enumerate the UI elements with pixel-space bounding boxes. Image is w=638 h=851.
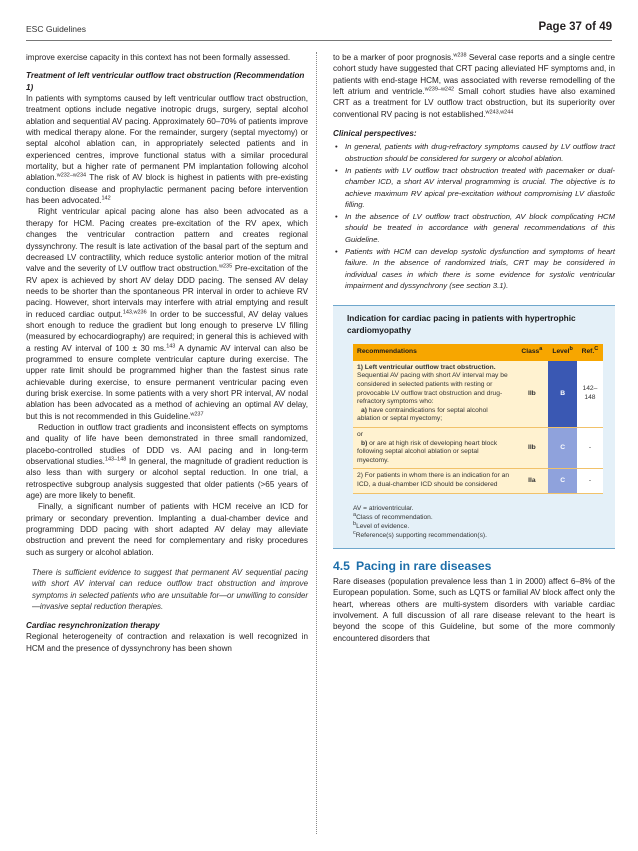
recommendation-box-title: Indication for cardiac pacing in patients with hypertrophic cardiomyopathy (347, 313, 576, 335)
citation: w239–w242 (424, 86, 455, 93)
citation: w243,w244 (485, 109, 514, 115)
paragraph: Rare diseases (population prevalence less than 1 in 2000) affect 6–8% of the European population. Some, such as LQTS or familial AV block affect only the heart, whereas others are multi-system disorders with variable cardiac involvement. A full discussion of all rare disease relevant to the heart is beyond the scope of this Guideline, but some of the more commonly encountered disorders that (333, 576, 615, 643)
citation: w232–w234 (56, 172, 87, 179)
text: The risk of AV block is highest in patients with pre-existing conduction disease and prophylactic permanent pacing before intervention has been advocated. (26, 173, 308, 206)
paragraph: Regional heterogeneity of contraction and relaxation is well recognized in HCM and the presence of dyssynchrony has been shown (26, 632, 308, 653)
list-item: • In general, patients with drug-refractory symptoms caused by LV outflow tract obstruction should be considered for surgery or alcohol ablation. (333, 141, 615, 164)
level-value: C (548, 469, 576, 493)
text: to be a marker of poor prognosis. (333, 53, 454, 62)
col-ref: Ref.$^C$ (577, 344, 603, 361)
text: Several case reports and a single centre cohort study have suggested that CRT pacing alleviated HF symptoms and, in patients with end-stage HCM, was associated with reverse remodelling of the left atrium and ventricle. (333, 53, 615, 97)
paragraph (333, 52, 615, 120)
class-value: IIb (515, 361, 548, 428)
class-value: IIb (515, 428, 548, 469)
ref-value: - (577, 469, 603, 493)
level-value: B (548, 361, 576, 428)
clinical-perspectives-list (333, 141, 615, 291)
journal-label: ESC Guidelines (26, 24, 87, 34)
rec-text: 1) Left ventricular outflow tract obstruction. Sequential AV pacing with short AV interval may be considered in selected patients with resting or provocable LV outflow tract obstruction and drug-refractory symptoms who: a) have contraindications for septal alcohol ablation or septal myectomy; (353, 361, 515, 428)
footnote: $^b$Level of evidence. (353, 520, 410, 530)
section-heading: 4.5 Pacing in rare diseases (333, 558, 492, 573)
text: Reduction in outflow tract gradients and inconsistent effects on symptoms and quality of life have been demonstrated in three small randomized, placebo-controlled studies of DDD vs. AAI pacing and in long-term observational studies. (26, 423, 308, 467)
ref-value: 142–148 (577, 361, 603, 428)
text: Right ventricular apical pacing alone has also been advocated as a therapy for HCM. Pacing creates pre-excitation of the RV apex, which changes the ventricular contraction pattern and creates regional dyssynchrony. The result is late activation of the basal part of the septum and decreased LV contractility, which reduce systolic anterior motion of the mitral valve and the severity of LV outflow tract obstruction. (26, 207, 308, 274)
subheading-lvot: Treatment of left ventricular outflow tract obstruction (Recommendation 1) (26, 71, 305, 92)
citation: w237 (190, 410, 204, 417)
rec-text: 2) For patients in whom there is an indication for an ICD, a dual-chamber ICD should be considered (353, 469, 515, 493)
ref-value: - (577, 428, 603, 469)
recommendation-table (353, 344, 603, 494)
table-row (353, 428, 603, 469)
citation: w235 (219, 263, 233, 270)
table-header-row (353, 344, 603, 361)
col-level: Level$^b$ (548, 344, 576, 361)
citation: 142 (101, 195, 111, 202)
citation: w238 (453, 52, 467, 59)
text: Pre-excitation of the RV apex is achieved by short AV delay DDD pacing. The sensed AV delay needs to be shorter than the spontaneous PR interval in order to achieve RV pacing. However, short intervals may interfere with atrial emptying and result in reduced cardiac output. (26, 264, 308, 319)
footnote: AV = atrioventricular. (353, 504, 414, 512)
page-header (26, 20, 612, 40)
rec-text: or b) or are at high risk of developing heart block following septal alcohol ablation or septal myectomy. (353, 428, 515, 469)
col-recommendations: Recommendations (353, 344, 515, 361)
list-item: • In patients with LV outflow tract obstruction treated with pacemaker or dual-chamber ICD, a short AV interval programming is crucial. The objective is to achieve maximum RV apical pre-excitation without compromising LV diastolic filling. (333, 165, 615, 210)
recommendation-box (333, 305, 615, 548)
text: improve exercise capacity in this context has not been formally assessed. (26, 53, 291, 62)
citation: 143–148 (104, 456, 127, 463)
footnote: $^c$Reference(s) supporting recommendation(s). (353, 529, 487, 539)
subheading-crt: Cardiac resynchronization therapy (26, 620, 160, 630)
right-column (333, 52, 615, 644)
footnote: $^a$Class of recommendation. (353, 511, 433, 521)
table-row (353, 469, 603, 493)
table-row (353, 361, 603, 428)
header-rule (26, 40, 612, 41)
class-value: IIa (515, 469, 548, 493)
paragraph (26, 422, 308, 501)
evidence-summary: There is sufficient evidence to suggest that permanent AV sequential pacing with short AV interval can reduce outflow tract obstruction and improve symptoms in selected patients who are unsuitable for—or unwilling to consider—invasive septal reduction therapies. (32, 568, 308, 611)
text: Small cohort studies have also examined CRT as a treatment for LV outflow tract obstruction, but its superiority over conventional RV pacing is not established. (333, 87, 615, 119)
paragraph (26, 93, 308, 206)
citation: 143 (166, 342, 176, 349)
text: In general, the magnitude of gradient reduction is also less than with surgery or alcohol septal reduction. In one trial, a retrospective subgroup analysis suggested that older patients (>65 years of age) are more likely to benefit. (26, 457, 308, 501)
text: In patients with symptoms caused by left ventricular outflow tract obstruction, treatment options include negative inotropic drugs, surgery, septal alcohol ablation and sequential AV pacing. Approximately 60–70% of patients improve with medical therapy alone. For the remainder, surgery (septal myectomy) or septal alcohol ablation can, in appropriately selected patients and in experienced centres, improve functional status with a similar procedural mortality, but a higher rate of permanent PM implantation following alcohol ablation. (26, 94, 308, 183)
clinical-perspectives-title: Clinical perspectives: (333, 129, 417, 139)
level-value: C (548, 428, 576, 469)
text: A dynamic AV interval can also be programmed to ensure complete ventricular capture during exercise. The upper rate limit should be programmed higher than the fastest sinus rate achievable during exercise, to ensure permanent ventricular pacing even during brisk exercise. In some patients with a very short PR interval, AV nodal ablation has been advocated as a method of achieving an optimal AV delay, but this is not recommended in this Guideline. (26, 343, 308, 421)
col-class: Class$^a$ (515, 344, 548, 361)
paragraph (26, 206, 308, 422)
page-number: Page 37 of 49 (538, 21, 612, 33)
table-footnotes (353, 504, 605, 540)
list-item: • Patients with HCM can develop systolic dysfunction and symptoms of heart failure. In the absence of randomized trials, CRT may be considered in individual cases in which there is some evidence for systolic ventricular impairment and dyssynchrony (see section 3.1). (333, 246, 615, 291)
paragraph (26, 52, 308, 63)
column-divider (316, 52, 317, 834)
left-column (26, 52, 308, 654)
paragraph: Finally, a significant number of patients with HCM receive an ICD for primary or secondary prevention. Implanting a dual-chamber device and programming DDD pacing with short adapted AV delay may alleviate obstruction and prevent the need for complementary and risky procedures such as surgery or alcohol ablation. (26, 502, 308, 557)
text: In order to be successful, AV delay values short enough to reduce the gradient but long enough to preserve LV filling (measured by echocardiography) are required; in general this is achieved with a resting AV interval of 100 ± 30 ms. (26, 309, 308, 353)
citation: 143,w236 (122, 308, 147, 315)
list-item: • In the absence of LV outflow tract obstruction, AV block complicating HCM should be treated in accordance with general recommendations of this Guideline. (333, 211, 615, 245)
